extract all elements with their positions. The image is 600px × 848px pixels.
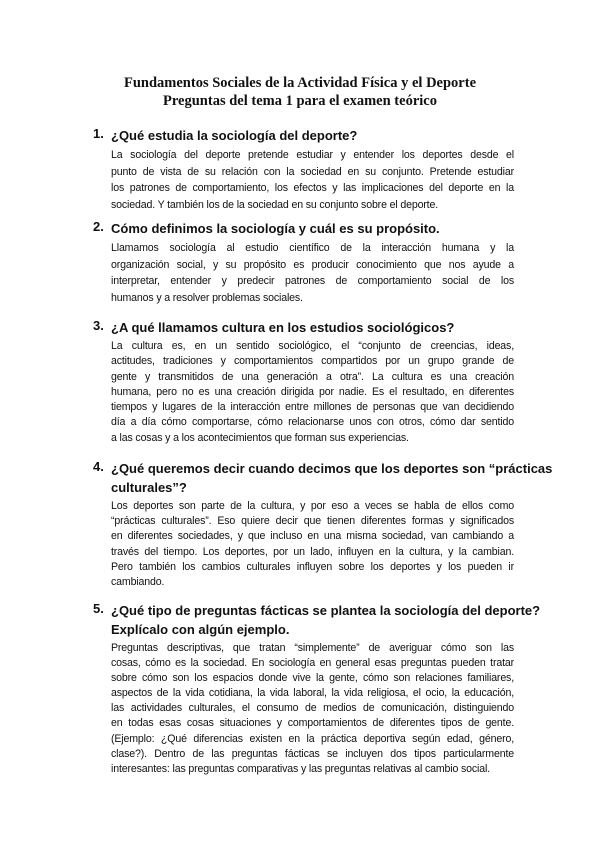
answer-line: clase?). Dentro de las preguntas fácticas se incluyen dos tipos particularmente — [111, 747, 514, 760]
question-heading — [111, 601, 541, 639]
answer-line: organización social, y su propósito es producir conocimiento que nos ayude a — [111, 258, 514, 271]
heading-line: culturales”? — [111, 480, 187, 495]
question-heading — [111, 126, 514, 145]
answer-line: día a día cómo comportarse, cómo relacionarse unos con otros, cómo dar sentido — [111, 416, 514, 429]
heading-line: ¿Qué queremos decir cuando decimos que los deportes son “prácticas — [111, 461, 553, 476]
answer-line: aspectos de la vida cotidiana, la vida laboral, la vida religiosa, el ocio, la educación, — [111, 687, 514, 700]
answer-line: humana, pero no es una creación dirigida por nadie. Es el resultado, en diferentes — [111, 385, 514, 398]
answer-line: humanos y a resolver problemas sociales. — [111, 291, 303, 304]
answer-line: La cultura es, en un sentido sociológico, el “conjunto de creencias, ideas, — [111, 340, 514, 352]
answer-line: (Ejemplo: ¿Qué diferencias existen en la práctica deportiva según edad, género, — [111, 732, 514, 745]
question-heading — [111, 219, 514, 238]
answer-line: través del tiempo. Los deportes, por un lado, influyen en la cultura, y la cambian. — [111, 545, 514, 558]
answer-line: en diferentes sociedades, y que incluso en una misma sociedad, van cambiando a — [111, 530, 514, 543]
answer-line: sociedad. Y también los de la sociedad en su conjunto sobre el deporte. — [111, 198, 439, 211]
answer-line: cambiando. — [111, 576, 165, 589]
answer-line: Pero también los cambios culturales influyen sobre los deportes y los pueden ir — [111, 560, 514, 573]
answer-line: La sociología del deporte pretende estudiar y entender los deportes desde el — [111, 149, 514, 161]
question-section — [88, 459, 553, 590]
answer-line: las actividades culturales, el consumo de medios de comunicación, distinguiendo — [111, 702, 514, 715]
answer-line: Preguntas descriptivas, que tratan “simplemente” de averiguar cómo son las — [111, 642, 514, 654]
answer-line: cosas, cómo es la sociedad. En sociología en general esas preguntas pueden tratar — [111, 657, 514, 670]
answer-line: interpretar, entender y predecir patrones de comportamiento social de los — [111, 275, 514, 287]
question-number: 4. — [93, 459, 104, 474]
document-title: Fundamentos Sociales de la Actividad Física y el Deporte — [123, 75, 476, 91]
heading-line: ¿Qué estudia la sociología del deporte? — [111, 128, 358, 143]
question-heading — [111, 318, 514, 337]
answer-line: Llamamos sociología al estudio científico de la interacción humana y la — [111, 242, 514, 254]
question-number: 3. — [93, 318, 104, 333]
answer-paragraph — [111, 641, 514, 777]
heading-line: ¿Qué tipo de preguntas fácticas se plantea la sociología del deporte? — [111, 603, 541, 618]
question-section — [88, 601, 541, 777]
question-number: 5. — [93, 601, 104, 616]
answer-line: Los deportes son parte de la cultura, y por eso a veces se habla de ellos como — [111, 500, 514, 512]
answer-line: gente y transmitidos de una generación a otra”. La cultura es una creación — [111, 370, 514, 383]
answer-paragraph — [111, 147, 514, 213]
answer-paragraph — [111, 240, 514, 306]
answer-paragraph — [111, 499, 514, 590]
heading-line: ¿A qué llamamos cultura en los estudios sociológicos? — [111, 320, 455, 335]
question-section — [88, 219, 514, 306]
answer-line: sobre cómo son los espacios donde vive la gente, cómo son relaciones familiares, — [111, 672, 514, 685]
answer-paragraph — [111, 339, 514, 446]
document-subtitle: Preguntas del tema 1 para el examen teórico — [163, 93, 437, 109]
heading-line: Explícalo con algún ejemplo. — [111, 622, 290, 637]
answer-line: en todas esas cosas situaciones y comportamientos de diferentes tipos de gente. — [111, 717, 514, 730]
answer-line: tiempos y lugares de la interacción entre millones de personas que van decidiendo — [111, 401, 514, 414]
answer-line: interesantes: las preguntas comparativas y las preguntas relativas al cambio social. — [111, 762, 490, 775]
question-heading — [111, 459, 553, 497]
answer-line: punto de vista de su relación con la sociedad en su conjunto. Pretende estudiar — [111, 165, 514, 178]
question-section — [88, 126, 514, 213]
question-number: 1. — [93, 126, 104, 141]
answer-line: los patrones de comportamiento, los efectos y las implicaciones del deporte en la — [111, 182, 514, 194]
answer-line: “prácticas culturales”. Eso quiere decir que tienen diferentes formas y significados — [111, 515, 514, 528]
heading-line: Cómo definimos la sociología y cuál es su propósito. — [111, 221, 440, 236]
answer-line: a las cosas y a los acontecimientos que forman sus experiencias. — [111, 431, 409, 444]
question-number: 2. — [93, 219, 104, 234]
answer-line: actitudes, tradiciones y comportamientos compartidos por un grupo grande de — [111, 355, 514, 368]
question-section — [88, 318, 514, 446]
